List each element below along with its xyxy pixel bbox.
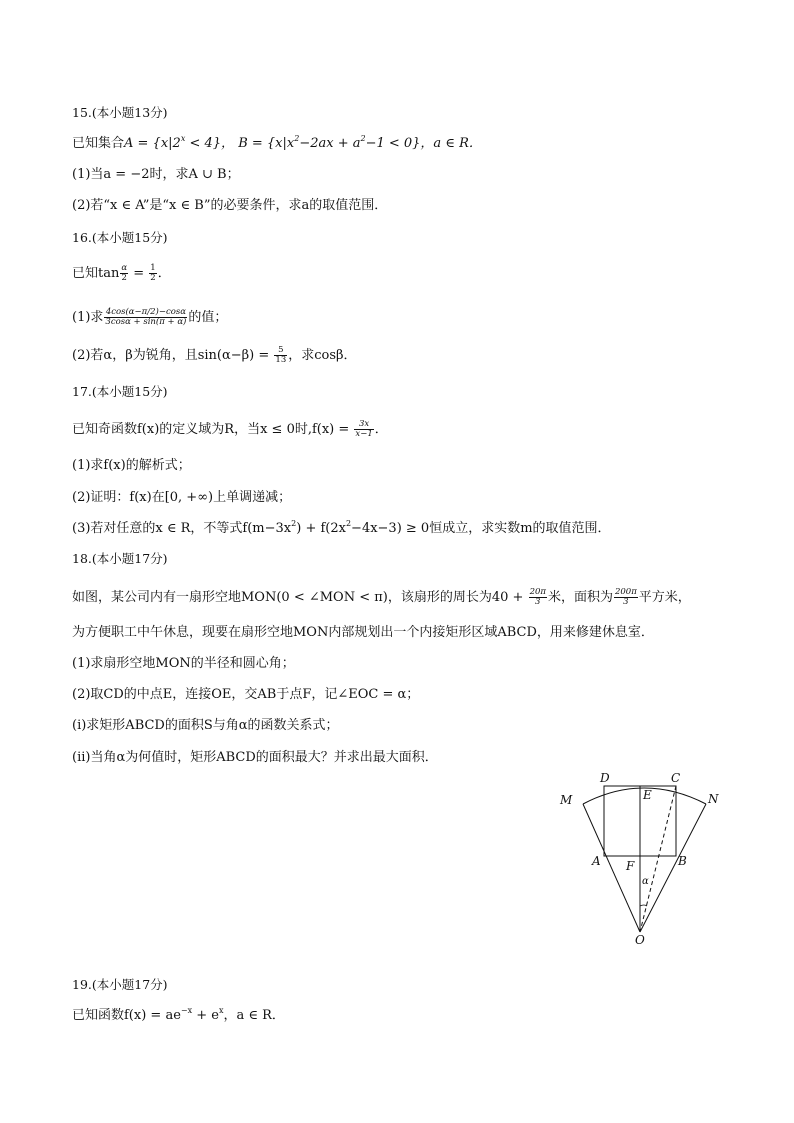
q16-part1 [72,308,732,326]
q17-part3 [72,520,732,538]
q16-given-frac-num: α [121,263,128,273]
q18-perimeter-num: 20π [529,587,546,597]
q15-set-a-suffix: < 4}， [185,136,235,151]
label-n: N [708,792,719,806]
q17-part3-mid: ) + f(2x [296,521,346,536]
q16-given [72,264,732,282]
q16-header: 16.(本小题15分) [72,230,168,245]
sector-edge-on [640,804,706,932]
angle-alpha-arc [640,905,647,906]
q17-stem-den: x−1 [355,429,373,439]
q16-part2-num: 5 [274,346,287,356]
label-m: M [560,793,573,807]
q16-part2-frac [274,346,287,365]
q16-part2-den: 13 [275,355,287,365]
q18-part2: (2)取CD的中点E，连接OE，交AB于点F，记∠EOC = α； [72,687,420,702]
q16-given-prefix: 已知tan [72,266,120,281]
q19-stem-exp1: −x [180,1006,193,1015]
segment-oc-dashed [640,786,676,932]
q16-given-value [149,264,156,283]
label-f: F [626,859,635,873]
q15-set-b-exp1: 2 [294,134,300,143]
label-c: C [671,771,681,785]
q17-header: 17.(本小题15分) [72,384,168,399]
q19-header: 19.(本小题17分) [72,977,168,992]
q18-perimeter-frac [529,588,547,607]
q16-part2-suffix: ，求cosβ． [288,348,357,363]
q19-stem [72,1007,732,1025]
q15-set-b-mid: −2ax + a [299,136,361,151]
sector-figure [556,766,736,946]
q15-part2: (2)若“x ∈ A”是“x ∈ B”的必要条件，求a的取值范围． [72,198,388,213]
q16-given-frac-den: 2 [121,273,127,283]
q16-given-value-den: 2 [150,273,156,283]
q18-line2: 为方便职工中午休息，现要在扇形空地MON内部规划出一个内接矩形区域ABCD，用来修建休息室． [72,625,654,640]
label-o: O [635,933,645,946]
q18-area-den: 3 [623,597,629,607]
q17-stem-prefix: 已知奇函数f(x)的定义域为R，当x ≤ 0时,f(x) = [72,422,354,437]
q16-given-frac [120,264,128,283]
q16-part1-frac [104,308,187,327]
q15-set-a [124,136,234,151]
q18-part2-ii: (ii)当角α为何值时，矩形ABCD的面积最大？并求出最大面积． [72,750,438,765]
q17-stem-num: 3x [354,420,373,430]
q19-stem-suffix: ，a ∈ R． [223,1008,285,1023]
q16-part1-den: 3cosα + sin(π + α) [105,317,187,327]
q15-set-b-suffix: −1 < 0}，a ∈ R． [365,136,482,151]
q15-stem-text: 已知集合 [72,136,125,151]
label-a: A [592,854,601,868]
q16-part1-num: 4cos(α−π/2)−cosα [105,307,186,317]
q17-part3-suffix: −4x−3) ≥ 0恒成立，求实数m的取值范围． [351,521,611,536]
q19-stem-prefix: 已知函数f(x) = ae [72,1008,181,1023]
q18-part2-i: (i)求矩形ABCD的面积S与角α的函数关系式； [72,718,339,733]
q17-part2: (2)证明：f(x)在[0, +∞)上单调递减； [72,490,292,505]
label-alpha: α [642,876,649,887]
q18-area-frac [614,588,638,607]
q15-set-b-exp2: 2 [360,134,366,143]
q18-perimeter-den: 3 [535,597,541,607]
q18-line1 [72,588,732,606]
q19-stem-exp2: x [218,1006,224,1015]
q18-line1-prefix: 如图，某公司内有一扇形空地MON(0 < ∠MON < π)，该扇形的周长为40 + [72,590,528,605]
q15-set-b [238,136,482,151]
q18-area-num: 200π [614,587,637,597]
q15-stem [72,135,732,153]
q16-part2-prefix: (2)若α，β为锐角，且sin(α−β) = [72,348,274,363]
q17-part3-prefix: (3)若对任意的x ∈ R，不等式f(m−3x [72,521,292,536]
q18-part1: (1)求扇形空地MON的半径和圆心角； [72,656,295,671]
label-b: B [678,854,687,868]
q17-stem-frac [354,420,373,439]
q17-stem [72,420,732,438]
q16-given-end: ． [157,266,171,281]
q16-part1-prefix: (1)求 [72,310,104,325]
q19-stem-mid: + e [192,1008,219,1023]
q18-line1-mid: 米，面积为 [547,590,613,605]
q15-part1: (1)当a = −2时，求A ∪ B； [72,167,240,182]
q16-given-eq: = [129,266,149,281]
q18-header: 18.(本小题17分) [72,551,168,566]
q17-part3-exp1: 2 [291,519,297,528]
q16-given-value-num: 1 [150,263,156,273]
label-d: D [600,771,610,785]
q16-part2 [72,346,732,364]
label-e: E [643,788,652,802]
q15-set-b-prefix: B = {x|x [238,136,295,151]
q17-part1: (1)求f(x)的解析式； [72,458,191,473]
q18-line1-suffix: 平方米， [638,590,691,605]
q15-set-a-prefix: A = {x|2 [124,136,181,151]
q15-set-a-exp: x [180,134,186,143]
q17-stem-end: ． [374,422,388,437]
q16-part1-suffix: 的值； [188,310,228,325]
q17-part3-exp2: 2 [345,519,352,528]
q15-header: 15.(本小题13分) [72,105,168,120]
